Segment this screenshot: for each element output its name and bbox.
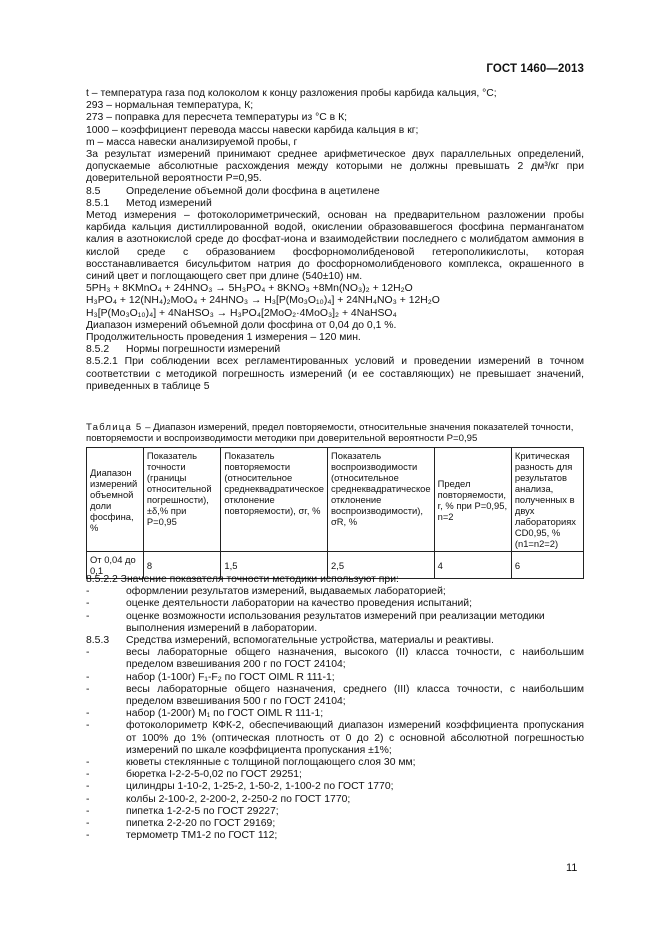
table-5: [86, 447, 584, 579]
dash-marker: -: [86, 805, 90, 817]
list-item: [86, 598, 584, 610]
cell-range: От 0,04 до 0,1: [87, 552, 144, 579]
equation-2: H₃PO₄ + 12(NH₄)₂MoO₄ + 24HNO₃ → H₃[P(Mo₃O₁₀)₄] + 24NH₄NO₃ + 12H₂O: [86, 295, 440, 307]
cell-reproducibility: 2,5: [328, 552, 435, 579]
list-item-text: весы лабораторные общего назначения, среднего (III) класса точности, с наибольшим пределом взвешивания 500 г по ГОСТ 24104;: [126, 683, 584, 708]
section-title: Метод измерений: [126, 197, 212, 209]
section-8-5-2-1: [86, 356, 584, 393]
dash-marker: -: [86, 647, 90, 659]
list-item-text: термометр ТМ1-2 по ГОСТ 112;: [126, 830, 278, 842]
header-cell-repeatability: Показатель повторяемости (относительное среднеквадратическое отклонение повторяемости), σr, %: [221, 448, 328, 552]
list-item: [86, 781, 584, 793]
section-8-5: [86, 186, 584, 198]
cell-accuracy: 8: [143, 552, 221, 579]
list-item: [86, 830, 584, 842]
list-item-text: кюветы стеклянные с толщиной поглощающего слоя 30 мм;: [126, 757, 416, 769]
list-item: [86, 818, 584, 830]
cell-critical-difference: 6: [511, 552, 583, 579]
document-code-header: ГОСТ 1460—2013: [486, 63, 584, 75]
table-caption: [86, 422, 584, 445]
list-item: [86, 672, 584, 684]
range-line: Диапазон измерений объемной доли фосфина от 0,04 до 0,1 %.: [86, 319, 397, 331]
cell-repeatability: 1,5: [221, 552, 328, 579]
header-cell-range: Диапазон измерений объемной доли фосфина, %: [87, 448, 144, 552]
legend-line-293: 293 – нормальная температура, К;: [86, 100, 254, 112]
dash-marker: -: [86, 671, 90, 683]
list-item: [86, 794, 584, 806]
list-item: [86, 611, 584, 635]
header-cell-reproducibility: Показатель воспроизводимости (относительное среднеквадратическое отклонение воспроизводимости), σR, %: [328, 448, 435, 552]
list-item: [86, 684, 584, 708]
dash-marker: -: [86, 757, 90, 769]
page-number: 11: [566, 862, 578, 874]
section-number: 8.5.1: [86, 197, 110, 209]
section-number: 8.5.2.1: [86, 356, 118, 368]
section-number: 8.5.3: [86, 635, 110, 647]
list-item-text: цилиндры 1-10-2, 1-25-2, 1-50-2, 1-100-2 по ГОСТ 1770;: [126, 781, 394, 793]
section-text: Значение показателя точности методики используют при:: [120, 574, 399, 585]
legend-line-273: 273 – поправка для пересчета температуры из °С в К;: [86, 112, 348, 124]
table-header-row: [87, 448, 584, 552]
dash-marker: -: [86, 598, 90, 610]
legend-line-t: t – температура газа под колоколом к концу разложения пробы карбида кальция, °С;: [86, 88, 497, 99]
equation-1: 5PH₃ + 8KMnO₄ + 24HNO₃ → 5H₃PO₄ + 8KNO₃ +8Mn(NO₃)₂ + 12H₂O: [86, 283, 413, 295]
dash-marker: -: [86, 720, 90, 732]
cell-repeatability-limit: 4: [434, 552, 511, 579]
header-cell-accuracy: Показатель точности (границы относительной погрешности), ±δ,% при Р=0,95: [143, 448, 221, 552]
section-text: Средства измерений, вспомогательные устройства, материалы и реактивы.: [126, 635, 494, 647]
section-number: 8.5.2: [86, 344, 110, 356]
list-item-text: оформлении результатов измерений, выдаваемых лабораторией;: [126, 586, 446, 598]
section-8-5-3: [86, 635, 584, 647]
dash-marker: -: [86, 708, 90, 720]
section-number: 8.5: [86, 185, 101, 197]
legend-line-m: m – масса навески анализируемой пробы, г: [86, 136, 298, 148]
list-item-text: бюретка I-2-2-5-0,02 по ГОСТ 29251;: [126, 769, 302, 781]
duration-line: Продолжительность проведения 1 измерения – 120 мин.: [86, 332, 361, 344]
list-item: [86, 586, 584, 598]
dash-marker: -: [86, 769, 90, 781]
list-item: [86, 769, 584, 781]
upper-text-block: [86, 88, 584, 393]
dash-marker: -: [86, 586, 90, 598]
list-item-text: пипетка 2-2-20 по ГОСТ 29169;: [126, 818, 276, 830]
list-item: [86, 757, 584, 769]
list-item-text: оценке возможности использования результатов измерений при реализации методики выполнения измерений в лаборатории.: [126, 610, 545, 634]
header-cell-repeatability-limit: Предел повторяемости, r, % при Р=0,95, n=2: [434, 448, 511, 552]
list-item-text: набор (1-100г) F₁-F₂ по ГОСТ OIML R 111-1;: [126, 671, 335, 683]
dash-marker: -: [86, 818, 90, 830]
section-number: 8.5.2.2: [86, 574, 118, 585]
equation-3: H₃[P(Mo₃O₁₀)₄] + 4NaHSO₃ → H₃PO₄[2MoO₂·4MoO₃]₂ + 4NaHSO₄: [86, 307, 397, 319]
legend-line-1000: 1000 – коэффициент перевода массы навески карбида кальция в кг;: [86, 124, 419, 136]
dash-marker: -: [86, 793, 90, 805]
list-item: [86, 720, 584, 757]
section-8-5-2: [86, 344, 584, 356]
dash-marker: -: [86, 610, 90, 622]
section-8-5-1: [86, 198, 584, 210]
list-item-text: пипетка 1-2-2-5 по ГОСТ 29227;: [126, 805, 279, 817]
result-paragraph: За результат измерений принимают среднее арифметическое двух параллельных определений, допускаемые абсолютные расхождения между которыми не должны превышать 2 дм³/кг при доверительной вероятности Р=0,95.: [86, 149, 584, 185]
section-title: Определение объемной доли фосфина в ацетилене: [126, 185, 380, 197]
list-item: [86, 708, 584, 720]
list-item-text: весы лабораторные общего назначения, высокого (II) класса точности, с наибольшим пределом взвешивания 200 г по ГОСТ 24104;: [126, 647, 584, 671]
section-text: При соблюдении всех регламентированных условий и проведении измерений в точном соответствии с методикой погрешность измерений (и ее составляющих) не превышает значений, приведенных в таблице 5: [86, 356, 584, 392]
table-caption-text: – Диапазон измерений, предел повторяемости, относительные значения показателей точности, повторяемости и воспроизводимости методики при доверительной вероятности Р=0,95: [86, 422, 574, 445]
list-item-text: набор (1-200г) M₁ по ГОСТ OIML R 111-1;: [126, 708, 324, 720]
header-cell-critical-difference: Критическая разность для результатов анализа, полученных в двух лабораториях CD0,95, % (n1=n2=2): [511, 448, 583, 552]
table-caption-label: Таблица 5: [86, 422, 143, 433]
list-item: [86, 647, 584, 671]
list-item-text: оценке деятельности лаборатории на качество проведения испытаний;: [126, 598, 472, 610]
dash-marker: -: [86, 781, 90, 793]
section-title: Нормы погрешности измерений: [126, 344, 281, 356]
list-item-text: фотоколориметр КФК-2, обеспечивающий диапазон измерений коэффициента пропускания от 100% до 1% (оптическая плотность от 0 до 2) с основной абсолютной погрешностью измерений по шкале коэффициента пропускания ±1%;: [126, 720, 584, 756]
method-paragraph: Метод измерения – фотоколориметрический, основан на предварительном разложении пробы карбида кальция дистиллированной водой, окислении образовавшегося фосфина перманганатом калия в азотнокислой среде до фосфат-иона и взаимодействии последнего с молибдатом аммония в кислой среде с образованием фосфорномолибденовой гетерополикислоты, которая восстанавливается бисульфитом натрия до фосфорномолибденового комплекса, окрашенного в синий цвет и поглощающего свет при длине (540±10) нм.: [86, 210, 584, 283]
list-item-text: колбы 2-100-2, 2-200-2, 2-250-2 по ГОСТ 1770;: [126, 793, 351, 805]
lower-text-block: [86, 574, 584, 842]
dash-marker: -: [86, 830, 90, 842]
dash-marker: -: [86, 683, 90, 695]
section-8-5-2-2: [86, 574, 584, 586]
list-item: [86, 806, 584, 818]
